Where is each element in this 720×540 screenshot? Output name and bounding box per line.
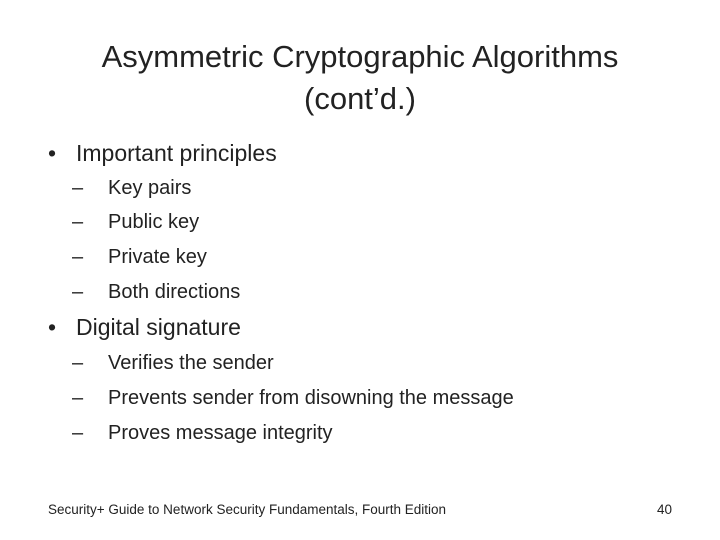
bullet-heading: Important principles (76, 140, 277, 166)
footer-source: Security+ Guide to Network Security Fundamentals, Fourth Edition (48, 502, 447, 517)
dash-marker: – (72, 211, 84, 233)
dash-marker: – (72, 246, 84, 268)
title-line-1: Asymmetric Cryptographic Algorithms (101, 39, 619, 74)
page-number: 40 (656, 502, 672, 517)
dash-marker: – (72, 177, 84, 199)
sub-bullet-label: Proves message integrity (108, 422, 333, 444)
title-line-2: (cont’d.) (304, 81, 416, 116)
sub-bullet-proves-integrity (72, 421, 333, 445)
bullet-important-principles (48, 139, 277, 167)
bullet-dot: • (48, 314, 57, 340)
slide-title (30, 36, 690, 120)
sub-bullet-key-pairs (72, 176, 191, 200)
sub-bullet-verifies-sender (72, 351, 274, 375)
sub-bullet-label: Public key (108, 211, 200, 233)
sub-bullet-label: Both directions (108, 281, 241, 303)
sub-bullet-label: Private key (108, 246, 207, 268)
sub-bullet-prevents-disowning (72, 386, 514, 410)
sub-bullet-public-key (72, 210, 199, 234)
sub-bullet-label: Prevents sender from disowning the message (108, 387, 514, 409)
dash-marker: – (72, 422, 84, 444)
sub-bullet-both-directions (72, 280, 240, 304)
bullet-heading: Digital signature (76, 314, 241, 340)
sub-bullet-private-key (72, 245, 207, 269)
dash-marker: – (72, 387, 84, 409)
dash-marker: – (72, 281, 84, 303)
sub-bullet-label: Verifies the sender (108, 352, 274, 374)
bullet-digital-signature (48, 313, 241, 341)
bullet-dot: • (48, 140, 57, 166)
sub-bullet-label: Key pairs (108, 177, 192, 199)
dash-marker: – (72, 352, 84, 374)
